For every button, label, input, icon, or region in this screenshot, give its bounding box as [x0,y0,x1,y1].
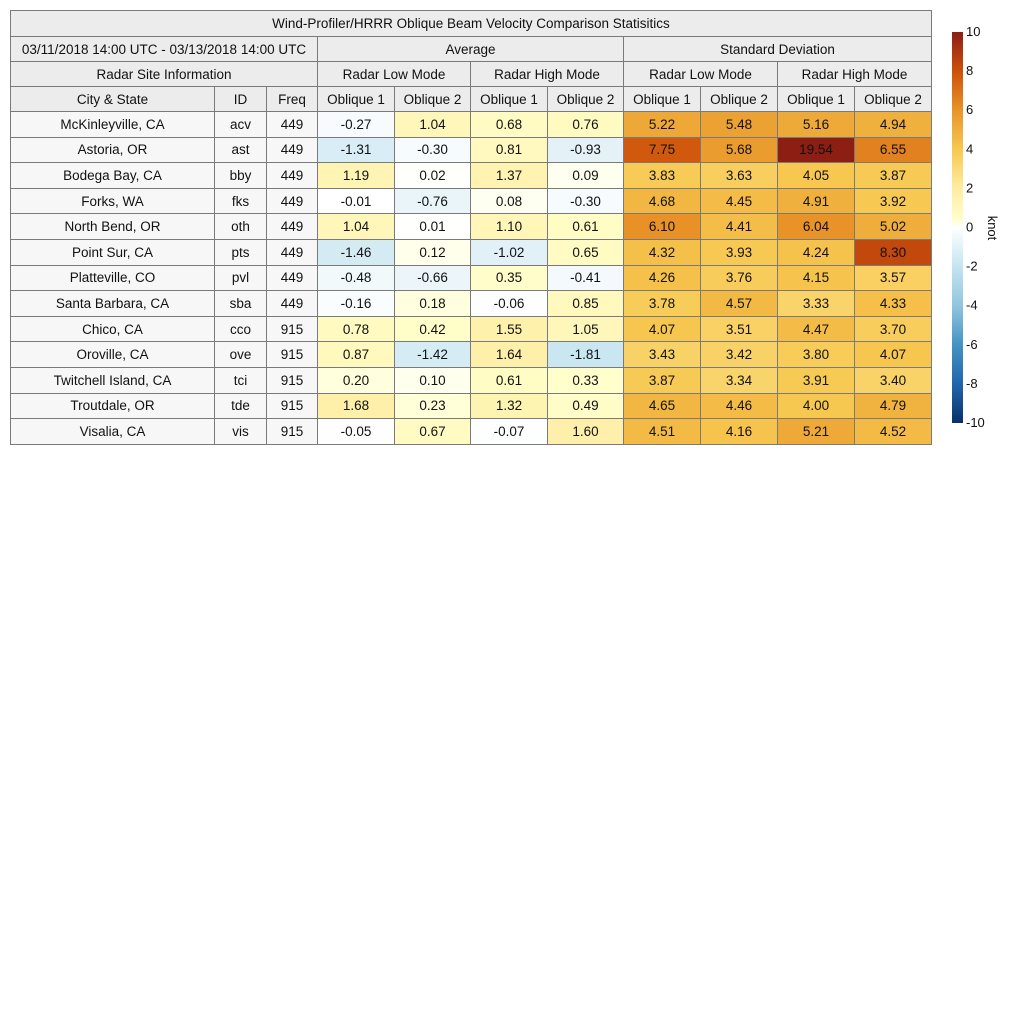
colorbar-tick-label: -4 [966,297,978,313]
avg-low-oblique1-cell: -0.48 [318,265,395,291]
id-cell: oth [215,214,267,240]
freq-cell: 449 [267,239,318,265]
std-low-oblique1-cell: 3.83 [624,163,701,189]
freq-cell: 449 [267,188,318,214]
freq-column-header: Freq [267,87,318,112]
id-cell: fks [215,188,267,214]
id-cell: sba [215,291,267,317]
avg-high-oblique1-cell: 1.64 [471,342,548,368]
avg-high-oblique2-cell: -0.41 [548,265,624,291]
avg-high-oblique2-cell: 0.61 [548,214,624,240]
avg-low-oblique1-cell: 1.04 [318,214,395,240]
std-high-oblique2-cell: 3.87 [855,163,932,189]
std-high-oblique2-cell: 4.33 [855,291,932,317]
table-title: Wind-Profiler/HRRR Oblique Beam Velocity Comparison Statisitics [11,11,932,37]
avg-low-oblique1-cell: -0.01 [318,188,395,214]
avg-low-oblique2-cell: 0.67 [395,419,471,445]
colorbar-tick-label: 4 [966,141,974,157]
avg-low-oblique2-cell: 0.01 [395,214,471,240]
avg-high-oblique2-cell: -0.30 [548,188,624,214]
id-cell: pvl [215,265,267,291]
avg-high-oblique2-cell: 0.49 [548,393,624,419]
id-cell: pts [215,239,267,265]
std-low-oblique2-cell: 4.57 [701,291,778,317]
avg-low-oblique1-cell: 1.19 [318,163,395,189]
avg-low-oblique2-cell: -1.42 [395,342,471,368]
freq-cell: 449 [267,137,318,163]
date-range: 03/11/2018 14:00 UTC - 03/13/2018 14:00 UTC [11,37,318,62]
avg-high-oblique2-cell: 0.33 [548,367,624,393]
std-low-oblique1-cell: 3.43 [624,342,701,368]
id-cell: tci [215,367,267,393]
freq-cell: 449 [267,163,318,189]
avg-low-oblique1-cell: -0.27 [318,112,395,138]
avg-high-oblique2-cell: -1.81 [548,342,624,368]
avg-low-oblique1-cell: -1.31 [318,137,395,163]
std-high-oblique1-cell: 4.24 [778,239,855,265]
std-high-oblique2-cell: 8.30 [855,239,932,265]
std-high-oblique2-cell: 4.52 [855,419,932,445]
std-high-oblique2-header: Oblique 2 [855,87,932,112]
freq-cell: 915 [267,393,318,419]
std-low-oblique1-cell: 5.22 [624,112,701,138]
freq-cell: 449 [267,214,318,240]
avg-low-oblique2-cell: 1.04 [395,112,471,138]
avg-high-oblique1-cell: 1.37 [471,163,548,189]
avg-low-oblique1-cell: 0.78 [318,316,395,342]
avg-low-oblique1-cell: 0.87 [318,342,395,368]
freq-cell: 915 [267,367,318,393]
avg-high-oblique1-cell: 0.08 [471,188,548,214]
avg-low-oblique2-cell: 0.12 [395,239,471,265]
std-low-oblique2-cell: 3.63 [701,163,778,189]
avg-low-mode-header: Radar Low Mode [318,62,471,87]
city-cell: Chico, CA [11,316,215,342]
city-cell: Bodega Bay, CA [11,163,215,189]
std-low-oblique2-cell: 3.51 [701,316,778,342]
std-high-oblique1-cell: 19.54 [778,137,855,163]
std-low-oblique2-cell: 5.68 [701,137,778,163]
id-cell: ove [215,342,267,368]
avg-low-oblique2-cell: 0.42 [395,316,471,342]
std-low-oblique1-cell: 6.10 [624,214,701,240]
city-cell: Santa Barbara, CA [11,291,215,317]
std-high-oblique1-cell: 3.91 [778,367,855,393]
freq-cell: 915 [267,419,318,445]
std-low-oblique2-cell: 3.76 [701,265,778,291]
freq-cell: 449 [267,291,318,317]
city-column-header: City & State [11,87,215,112]
freq-cell: 449 [267,265,318,291]
avg-low-oblique2-cell: -0.66 [395,265,471,291]
id-cell: tde [215,393,267,419]
std-high-oblique2-cell: 3.70 [855,316,932,342]
std-high-oblique2-cell: 3.92 [855,188,932,214]
avg-high-oblique1-cell: -1.02 [471,239,548,265]
id-cell: cco [215,316,267,342]
average-group-header: Average [318,37,624,62]
avg-high-oblique2-header: Oblique 2 [548,87,624,112]
colorbar-gradient [952,32,963,423]
std-low-mode-header: Radar Low Mode [624,62,778,87]
city-cell: Forks, WA [11,188,215,214]
std-low-oblique1-header: Oblique 1 [624,87,701,112]
avg-high-oblique1-header: Oblique 1 [471,87,548,112]
avg-low-oblique1-cell: -1.46 [318,239,395,265]
colorbar-tick-label: 8 [966,63,974,79]
std-low-oblique1-cell: 4.51 [624,419,701,445]
avg-high-oblique1-cell: -0.06 [471,291,548,317]
colorbar-tick-label: -10 [966,415,985,430]
std-high-oblique2-cell: 3.57 [855,265,932,291]
id-cell: ast [215,137,267,163]
avg-low-oblique1-cell: -0.05 [318,419,395,445]
avg-high-oblique2-cell: 1.05 [548,316,624,342]
avg-low-oblique1-cell: -0.16 [318,291,395,317]
std-high-oblique1-cell: 3.80 [778,342,855,368]
std-high-oblique2-cell: 4.79 [855,393,932,419]
freq-cell: 915 [267,316,318,342]
std-high-mode-header: Radar High Mode [778,62,932,87]
city-cell: Platteville, CO [11,265,215,291]
city-cell: Visalia, CA [11,419,215,445]
std-high-oblique1-header: Oblique 1 [778,87,855,112]
std-low-oblique2-header: Oblique 2 [701,87,778,112]
colorbar-tick-label: 0 [966,219,974,235]
std-high-oblique1-cell: 5.21 [778,419,855,445]
colorbar-tick-label: 6 [966,102,974,118]
site-info-header: Radar Site Information [11,62,318,87]
avg-low-oblique1-cell: 1.68 [318,393,395,419]
std-high-oblique1-cell: 4.05 [778,163,855,189]
avg-low-oblique2-cell: -0.30 [395,137,471,163]
avg-high-oblique1-cell: 0.61 [471,367,548,393]
std-low-oblique2-cell: 3.34 [701,367,778,393]
avg-low-oblique1-header: Oblique 1 [318,87,395,112]
std-low-oblique1-cell: 4.07 [624,316,701,342]
avg-high-oblique2-cell: -0.93 [548,137,624,163]
std-high-oblique2-cell: 3.40 [855,367,932,393]
city-cell: Point Sur, CA [11,239,215,265]
avg-high-oblique2-cell: 0.65 [548,239,624,265]
id-cell: vis [215,419,267,445]
std-low-oblique1-cell: 4.26 [624,265,701,291]
avg-high-oblique1-cell: 1.55 [471,316,548,342]
std-high-oblique2-cell: 4.07 [855,342,932,368]
avg-high-oblique2-cell: 0.76 [548,112,624,138]
std-high-oblique1-cell: 4.15 [778,265,855,291]
avg-low-oblique2-cell: -0.76 [395,188,471,214]
id-column-header: ID [215,87,267,112]
colorbar-tick-label: -8 [966,375,978,391]
avg-low-oblique2-header: Oblique 2 [395,87,471,112]
std-low-oblique2-cell: 3.93 [701,239,778,265]
std-low-oblique1-cell: 3.78 [624,291,701,317]
std-high-oblique1-cell: 4.91 [778,188,855,214]
std-low-oblique1-cell: 4.32 [624,239,701,265]
std-low-oblique1-cell: 7.75 [624,137,701,163]
avg-low-oblique2-cell: 0.10 [395,367,471,393]
std-high-oblique2-cell: 4.94 [855,112,932,138]
std-low-oblique1-cell: 3.87 [624,367,701,393]
std-low-oblique1-cell: 4.65 [624,393,701,419]
std-low-oblique2-cell: 4.16 [701,419,778,445]
avg-low-oblique2-cell: 0.23 [395,393,471,419]
city-cell: Astoria, OR [11,137,215,163]
std-high-oblique1-cell: 3.33 [778,291,855,317]
avg-high-oblique1-cell: 0.35 [471,265,548,291]
avg-high-oblique2-cell: 0.85 [548,291,624,317]
city-cell: North Bend, OR [11,214,215,240]
avg-low-oblique2-cell: 0.18 [395,291,471,317]
colorbar-label: knot [985,215,1000,241]
avg-high-oblique1-cell: 1.32 [471,393,548,419]
freq-cell: 449 [267,112,318,138]
avg-low-oblique2-cell: 0.02 [395,163,471,189]
avg-high-oblique1-cell: 1.10 [471,214,548,240]
avg-high-mode-header: Radar High Mode [471,62,624,87]
std-group-header: Standard Deviation [624,37,932,62]
std-high-oblique1-cell: 5.16 [778,112,855,138]
id-cell: acv [215,112,267,138]
avg-low-oblique1-cell: 0.20 [318,367,395,393]
colorbar-tick-label: 10 [966,24,981,39]
std-low-oblique2-cell: 4.41 [701,214,778,240]
std-low-oblique2-cell: 4.46 [701,393,778,419]
std-high-oblique2-cell: 5.02 [855,214,932,240]
std-high-oblique1-cell: 4.47 [778,316,855,342]
city-cell: Twitchell Island, CA [11,367,215,393]
std-high-oblique1-cell: 4.00 [778,393,855,419]
std-low-oblique2-cell: 3.42 [701,342,778,368]
avg-high-oblique1-cell: -0.07 [471,419,548,445]
avg-high-oblique2-cell: 0.09 [548,163,624,189]
colorbar-tick-label: -2 [966,258,978,274]
std-low-oblique2-cell: 5.48 [701,112,778,138]
id-cell: bby [215,163,267,189]
freq-cell: 915 [267,342,318,368]
std-low-oblique2-cell: 4.45 [701,188,778,214]
std-low-oblique1-cell: 4.68 [624,188,701,214]
avg-high-oblique2-cell: 1.60 [548,419,624,445]
std-high-oblique1-cell: 6.04 [778,214,855,240]
city-cell: McKinleyville, CA [11,112,215,138]
city-cell: Oroville, CA [11,342,215,368]
std-high-oblique2-cell: 6.55 [855,137,932,163]
colorbar-tick-label: -6 [966,336,978,352]
avg-high-oblique1-cell: 0.68 [471,112,548,138]
city-cell: Troutdale, OR [11,393,215,419]
colorbar-tick-label: 2 [966,180,974,196]
avg-high-oblique1-cell: 0.81 [471,137,548,163]
